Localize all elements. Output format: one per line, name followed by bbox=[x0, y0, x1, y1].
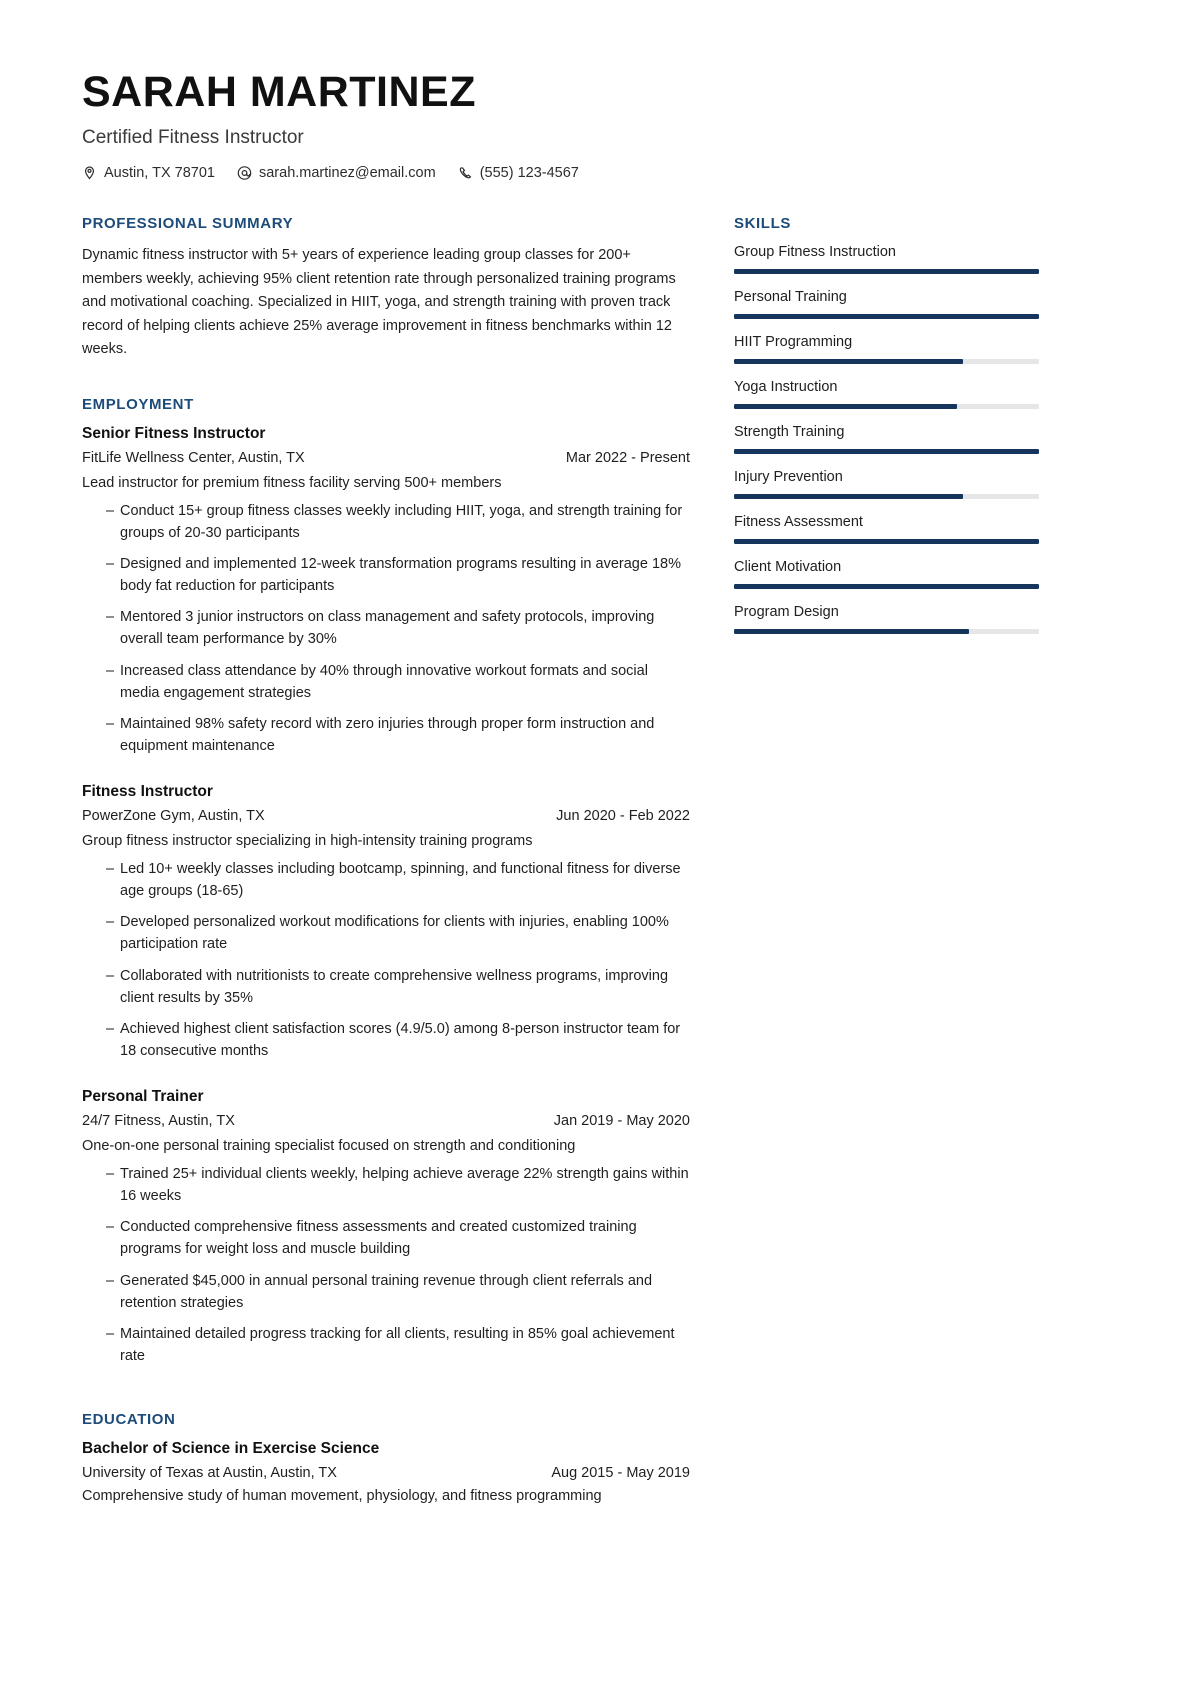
resume-header bbox=[82, 70, 1118, 181]
skill-bar bbox=[734, 584, 1039, 589]
job-bullet: – Increased class attendance by 40% through innovative workout formats and social media engagement strategies bbox=[106, 660, 690, 704]
job-description: Lead instructor for premium fitness facility serving 500+ members bbox=[82, 474, 502, 491]
contact-phone[interactable] bbox=[458, 165, 579, 181]
job-bullet: – Mentored 3 junior instructors on class management and safety protocols, improving overall team performance by 30% bbox=[106, 606, 690, 650]
skill-bar bbox=[734, 269, 1039, 274]
employment-heading: EMPLOYMENT bbox=[82, 395, 194, 413]
skill-bar bbox=[734, 449, 1039, 454]
job-bullet: – Conducted comprehensive fitness assessments and created customized training programs for weight loss and muscle building bbox=[106, 1216, 690, 1260]
location-pin-icon bbox=[82, 165, 97, 181]
skill-bar-fill bbox=[734, 539, 1039, 544]
skill-bar bbox=[734, 494, 1039, 499]
job-bullet: – Trained 25+ individual clients weekly, helping achieve average 22% strength gains within 16 weeks bbox=[106, 1163, 690, 1207]
education-description: Comprehensive study of human movement, physiology, and fitness programming bbox=[82, 1487, 602, 1504]
skill-item bbox=[734, 604, 1039, 634]
skill-item bbox=[734, 379, 1039, 409]
employment-entry bbox=[82, 1088, 690, 1367]
job-bullet: – Conduct 15+ group fitness classes weekly including HIIT, yoga, and strength training for groups of 20-30 participants bbox=[106, 500, 690, 544]
job-bullets bbox=[82, 500, 690, 756]
education-dates: Aug 2015 - May 2019 bbox=[551, 1464, 690, 1481]
contact-location-text: Austin, TX 78701 bbox=[104, 165, 215, 182]
skill-item bbox=[734, 424, 1039, 454]
job-company: FitLife Wellness Center, Austin, TX bbox=[82, 449, 305, 466]
skill-label: Strength Training bbox=[734, 424, 845, 441]
job-company: 24/7 Fitness, Austin, TX bbox=[82, 1112, 235, 1129]
employment-entry bbox=[82, 425, 690, 757]
job-dates: Jan 2019 - May 2020 bbox=[553, 1112, 690, 1129]
job-bullet: – Led 10+ weekly classes including bootcamp, spinning, and functional fitness for diverse age groups (18-65) bbox=[106, 858, 690, 902]
summary-heading: PROFESSIONAL SUMMARY bbox=[82, 215, 294, 233]
job-bullet: – Maintained detailed progress tracking for all clients, resulting in 85% goal achievement rate bbox=[106, 1323, 690, 1367]
job-bullet: – Achieved highest client satisfaction scores (4.9/5.0) among 8-person instructor team for 18 consecutive months bbox=[106, 1018, 690, 1062]
skill-item bbox=[734, 469, 1039, 499]
job-bullet: – Collaborated with nutritionists to create comprehensive wellness programs, improving client results by 35% bbox=[106, 965, 690, 1009]
job-title: Fitness Instructor bbox=[82, 782, 213, 800]
skill-bar-fill bbox=[734, 359, 963, 364]
skill-label: Client Motivation bbox=[734, 559, 842, 576]
skill-bar-fill bbox=[734, 449, 1039, 454]
job-description: Group fitness instructor specializing in high-intensity training programs bbox=[82, 832, 533, 849]
contact-email[interactable] bbox=[237, 165, 436, 181]
skill-item bbox=[734, 289, 1039, 319]
section-employment bbox=[82, 396, 690, 1367]
skill-bar bbox=[734, 629, 1039, 634]
resume-body bbox=[82, 215, 1118, 1537]
skills-column bbox=[734, 215, 1039, 649]
skill-label: Program Design bbox=[734, 604, 839, 621]
skill-bar-fill bbox=[734, 584, 1039, 589]
skill-label: Fitness Assessment bbox=[734, 514, 863, 531]
skill-bar-fill bbox=[734, 629, 969, 634]
skill-bar-fill bbox=[734, 314, 1039, 319]
skill-label: Injury Prevention bbox=[734, 469, 843, 486]
section-education bbox=[82, 1411, 690, 1504]
contact-location bbox=[82, 165, 215, 181]
candidate-title: Certified Fitness Instructor bbox=[82, 127, 304, 149]
skill-bar bbox=[734, 359, 1039, 364]
skill-bar bbox=[734, 539, 1039, 544]
skills-list bbox=[734, 244, 1039, 634]
email-icon bbox=[237, 165, 252, 181]
skill-bar bbox=[734, 314, 1039, 319]
job-title: Senior Fitness Instructor bbox=[82, 424, 266, 442]
skill-item bbox=[734, 514, 1039, 544]
candidate-name: SARAH MARTINEZ bbox=[82, 68, 476, 116]
job-bullets bbox=[82, 1163, 690, 1366]
skill-bar-fill bbox=[734, 269, 1039, 274]
skill-item bbox=[734, 334, 1039, 364]
job-title: Personal Trainer bbox=[82, 1087, 204, 1105]
education-meta bbox=[82, 1465, 690, 1481]
summary-text: Dynamic fitness instructor with 5+ years of experience leading group classes for 200+ members weekly, achieving 95% client retention rate through personalized training programs and motivational coaching. Specialized in HIIT, yoga, and strength training with proven track record of helping clients achieve 25% average improvement in fitness benchmarks within 12 weeks. bbox=[82, 247, 676, 358]
job-bullets bbox=[82, 858, 690, 1061]
skills-heading: SKILLS bbox=[734, 215, 791, 233]
job-meta bbox=[82, 1113, 690, 1129]
job-bullet: – Maintained 98% safety record with zero injuries through proper form instruction and equipment maintenance bbox=[106, 713, 690, 757]
job-company: PowerZone Gym, Austin, TX bbox=[82, 807, 265, 824]
job-bullet: – Designed and implemented 12-week transformation programs resulting in average 18% body fat reduction for participants bbox=[106, 553, 690, 597]
education-degree: Bachelor of Science in Exercise Science bbox=[82, 1439, 380, 1457]
skill-bar bbox=[734, 404, 1039, 409]
main-column bbox=[82, 215, 690, 1537]
skill-item bbox=[734, 559, 1039, 589]
skill-label: Group Fitness Instruction bbox=[734, 244, 896, 261]
job-dates: Mar 2022 - Present bbox=[565, 449, 690, 466]
skill-item bbox=[734, 244, 1039, 274]
contact-phone-text: (555) 123-4567 bbox=[479, 165, 579, 182]
skill-label: Yoga Instruction bbox=[734, 379, 838, 396]
skill-bar-fill bbox=[734, 494, 963, 499]
skill-label: Personal Training bbox=[734, 289, 847, 306]
job-meta bbox=[82, 450, 690, 466]
section-professional-summary bbox=[82, 215, 690, 361]
job-meta bbox=[82, 808, 690, 824]
education-heading: EDUCATION bbox=[82, 1410, 176, 1428]
employment-entry bbox=[82, 783, 690, 1062]
job-bullet: – Generated $45,000 in annual personal training revenue through client referrals and retention strategies bbox=[106, 1270, 690, 1314]
job-bullet: – Developed personalized workout modifications for clients with injuries, enabling 100% participation rate bbox=[106, 911, 690, 955]
job-description: One-on-one personal training specialist focused on strength and conditioning bbox=[82, 1137, 576, 1154]
education-school: University of Texas at Austin, Austin, TX bbox=[82, 1464, 337, 1481]
contact-row bbox=[82, 165, 1118, 181]
contact-email-text: sarah.martinez@email.com bbox=[258, 165, 436, 182]
skill-bar-fill bbox=[734, 404, 957, 409]
phone-icon bbox=[458, 165, 473, 181]
skill-label: HIIT Programming bbox=[734, 334, 853, 351]
job-dates: Jun 2020 - Feb 2022 bbox=[556, 807, 690, 824]
